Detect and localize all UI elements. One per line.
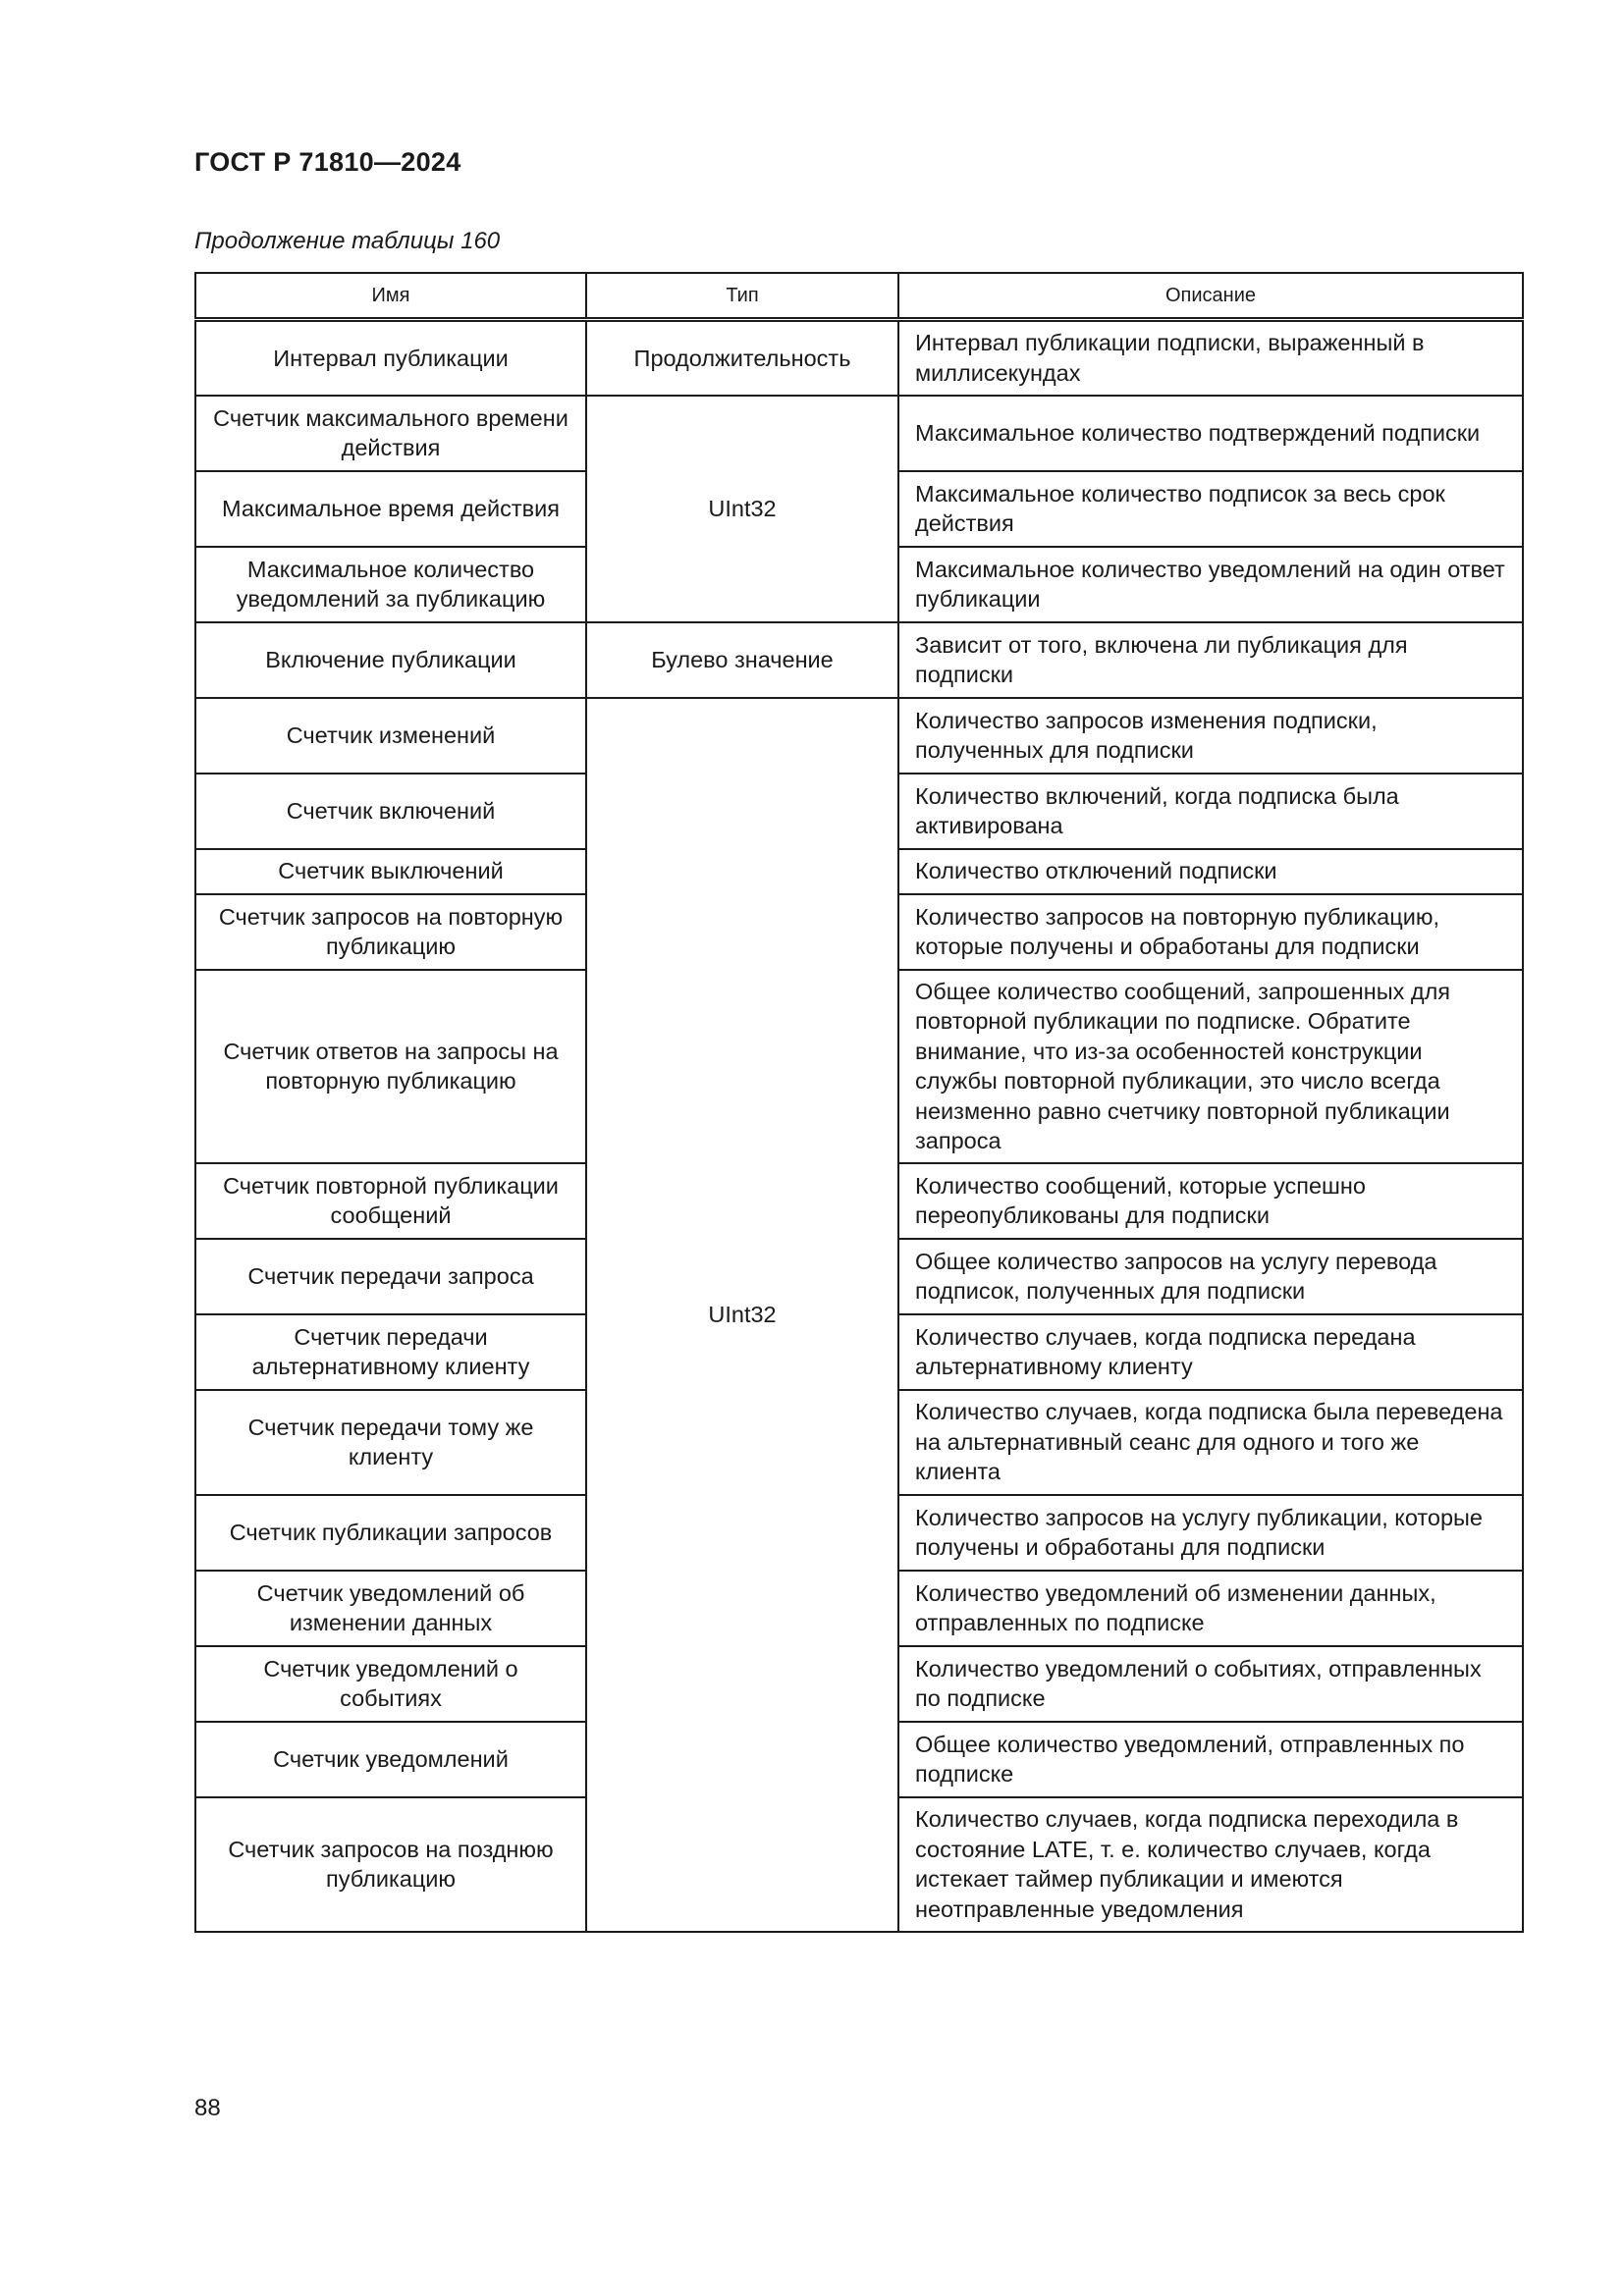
row-type: Булево значение [586,622,898,698]
row-description: Количество случаев, когда подписка была переведена на альтернативный сеанс для одного и того же клиента [898,1390,1523,1495]
row-description: Максимальное количество подтверждений подписки [898,396,1523,471]
row-description: Общее количество уведомлений, отправленных по подписке [898,1722,1523,1797]
row-name: Счетчик запросов на повторную публикацию [195,894,586,970]
table-header-row [195,273,1523,320]
row-name: Счетчик повторной публикации сообщений [195,1163,586,1239]
row-name: Счетчик публикации запросов [195,1495,586,1571]
row-description: Количество запросов на повторную публикацию, которые получены и обработаны для подписки [898,894,1523,970]
row-description: Количество случаев, когда подписка передана альтернативному клиенту [898,1314,1523,1390]
table-caption: Продолжение таблицы 160 [194,228,501,254]
row-name: Счетчик изменений [195,698,586,774]
row-name: Счетчик передачи запроса [195,1239,586,1314]
row-description: Количество запросов на услугу публикации, которые получены и обработаны для подписки [898,1495,1523,1571]
row-name: Интервал публикации [195,320,586,396]
row-name: Счетчик включений [195,774,586,849]
row-name: Счетчик уведомлений [195,1722,586,1797]
row-type: Продолжительность [586,320,898,396]
row-name: Счетчик уведомлений о событиях [195,1646,586,1722]
page-number: 88 [194,2095,221,2121]
table-row [195,396,1523,471]
row-name: Максимальное время действия [195,471,586,547]
header-type: Тип [586,273,898,320]
document-title: ГОСТ Р 71810—2024 [194,147,461,177]
row-name: Счетчик передачи альтернативному клиенту [195,1314,586,1390]
table-row [195,622,1523,698]
row-description: Максимальное количество уведомлений на один ответ публикации [898,547,1523,622]
row-name: Счетчик запросов на позднюю публикацию [195,1797,586,1932]
row-description: Интервал публикации подписки, выраженный в миллисекундах [898,320,1523,396]
row-description: Общее количество сообщений, запрошенных для повторной публикации по подписке. Обратите внимание, что из-за особенностей конструкции службы повторной публикации, это число всегда неизменно равно счетчику повторной публикации запроса [898,970,1523,1163]
row-name: Счетчик передачи тому же клиенту [195,1390,586,1495]
table-row [195,320,1523,396]
row-name: Счетчик уведомлений об изменении данных [195,1571,586,1646]
row-description: Общее количество запросов на услугу перевода подписок, полученных для подписки [898,1239,1523,1314]
header-description: Описание [898,273,1523,320]
row-type: UInt32 [586,698,898,1932]
row-name: Счетчик ответов на запросы на повторную публикацию [195,970,586,1163]
row-name: Счетчик максимального времени действия [195,396,586,471]
row-description: Количество уведомлений об изменении данных, отправленных по подписке [898,1571,1523,1646]
row-name: Включение публикации [195,622,586,698]
row-description: Количество запросов изменения подписки, полученных для подписки [898,698,1523,774]
table-row [195,698,1523,774]
row-description: Зависит от того, включена ли публикация для подписки [898,622,1523,698]
row-description: Количество сообщений, которые успешно переопубликованы для подписки [898,1163,1523,1239]
row-description: Количество случаев, когда подписка переходила в состояние LATE, т. е. количество случаев, когда истекает таймер публикации и имеются неотправленные уведомления [898,1797,1523,1932]
header-name: Имя [195,273,586,320]
row-type: UInt32 [586,396,898,622]
row-description: Количество отключений подписки [898,849,1523,894]
row-name: Максимальное количество уведомлений за публикацию [195,547,586,622]
parameters-table [194,272,1524,1933]
row-name: Счетчик выключений [195,849,586,894]
row-description: Количество уведомлений о событиях, отправленных по подписке [898,1646,1523,1722]
row-description: Максимальное количество подписок за весь срок действия [898,471,1523,547]
row-description: Количество включений, когда подписка была активирована [898,774,1523,849]
